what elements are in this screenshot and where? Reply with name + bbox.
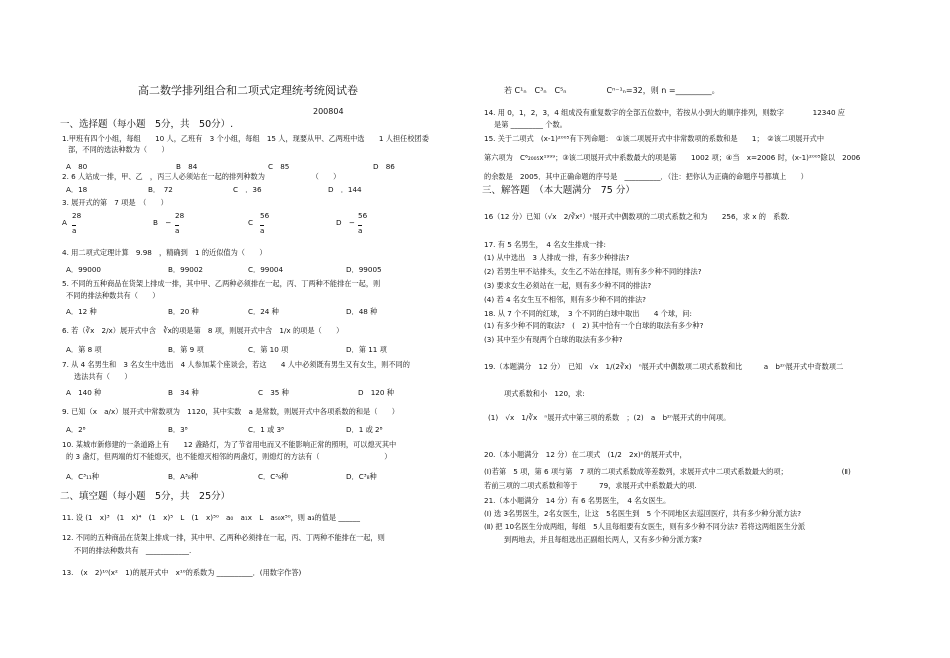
q3-c-denominator: a: [260, 226, 265, 235]
q9-option-a: A．2⁸: [66, 425, 86, 434]
question-5: 5. 不同的五种商品在货架上排成一排，其中甲、乙两种必须排在一起，丙、丁两种不能排在一起，则: [62, 279, 381, 288]
question-7-tail: 选法共有（ ）: [74, 372, 132, 381]
question-5-tail: 不同的排法种数共有（ ）: [66, 291, 160, 300]
section-3-heading: 三、解答题 （本大题满分 75 分）: [482, 185, 635, 196]
question-18: 18. 从 7 个不同的红球， 3 个不同的白球中取出 4 个球，问:: [484, 309, 692, 318]
question-1: 1.甲班有四个小组，每组 10 人，乙班有 3 个小组，每组 15 人，现要从甲、乙两班中选 1 人担任校团委: [62, 134, 429, 143]
q9-option-d: D．1 或 2⁸: [346, 425, 383, 434]
question-12-tail: 不同的排法种数共有 ____________.: [74, 546, 192, 555]
question-14-tail: 是第 _________ 个数。: [494, 120, 567, 129]
question-6: 6. 若（∛x 2/x）展开式中含 ∛x的项是第 8 项，则展开式中含 1/x 的项是（ ）: [62, 326, 344, 335]
question-15-line2: 第六项为 C⁶₂₀₀₅x¹⁹⁹⁹；③该二项展开式中系数最大的项是第 1002 项；④当 x=2006 时，(x-1)²⁰⁰⁵除以 2006: [484, 153, 861, 162]
q3-d-numerator: 56: [358, 211, 368, 220]
question-1-tail: 部，不同的选法种数为（ ）: [68, 145, 169, 154]
question-15: 15. 关于二项式 (x-1)²⁰⁰⁵有下列命题： ①该二项展开式中非常数项的系数和是 1； ②该二项展开式中: [484, 134, 825, 143]
q10-option-a: A．C³₁₁种: [66, 472, 99, 481]
question-10-tail: 的 3 盏灯，但两端的灯不能熄灭，也不能熄灭相邻的两盏灯，则熄灯的方法有（ ）: [66, 452, 392, 461]
question-19-parts: (1) √x 1/∛x ⁿ展开式中第三项的系数 ；(2) a b²ⁿ展开式的中间项。: [488, 413, 731, 422]
q7-option-c: C 35 种: [258, 388, 289, 397]
question-19-tail: 项式系数和小 120，求:: [504, 389, 585, 398]
q1-option-b: B 84: [176, 162, 198, 171]
q17-part-2: (2) 若男生甲不站排头，女生乙不站在排尾，则有多少种不同的排法?: [484, 267, 702, 276]
q4-option-a: A．99000: [66, 265, 101, 274]
q5-option-d: D．48 种: [346, 307, 378, 316]
q20-part-1: (Ⅰ)若第 5 项，第 6 项与第 7 项的二项式系数成等差数列，求展开式中二项式系数最大的项； (Ⅱ): [484, 467, 851, 476]
question-19: 19.（本题满分 12 分） 已知 √x 1/(2∛x) ⁿ展开式中偶数项二项式系数和比 a b²ⁿ展开式中奇数项二: [484, 362, 844, 371]
q21-part-1: (Ⅰ) 选 3名男医生，2名女医生，让这 5名医生到 5 个不同地区去巡回医疗，共有多少种分派方法?: [484, 509, 802, 518]
q18-part-3: (3) 其中至少有现两个白球的取法有多少种?: [484, 335, 623, 344]
q2-option-a: A．18: [66, 185, 88, 194]
q3-option-a: A: [62, 218, 67, 227]
q10-option-c: C．C³₉种: [258, 472, 289, 481]
question-12: 12. 不同的五种商品在货架上排成一排，其中甲、乙两种必须排在一起，丙、丁两种不能排在一起，则: [62, 533, 385, 542]
question-9: 9. 已知（x a/x）展开式中常数项为 1120，其中实数 a 是常数，则展开式中各项系数的和是（ ）: [62, 407, 399, 416]
q6-option-a: A．第 8 项: [66, 345, 102, 354]
q3-option-d: D −: [336, 218, 355, 227]
q3-option-b: B −: [153, 218, 172, 227]
question-15-line3: 的余数是 2005．其中正确命题的序号是 __________．（注：把你认为正确的命题序号都填上 ）: [484, 172, 808, 181]
q6-option-c: C．第 10 项: [248, 345, 289, 354]
q7-option-a: A 140 种: [66, 388, 102, 397]
question-3: 3. 展开式的第 7 项是 （ ）: [62, 198, 168, 207]
q4-option-b: B．99002: [168, 265, 203, 274]
question-4: 4. 用二项式定理计算 9.98 ，精确到 1 的近似值为（ ）: [62, 248, 267, 257]
q2-option-d: D ．144: [328, 185, 362, 194]
question-10: 10. 某城市新修建的一条道路上有 12 盏路灯，为了节省用电而又不能影响正常的照明，可以熄灭其中: [62, 440, 397, 449]
q3-d-denominator: a: [358, 226, 363, 235]
exam-title: 高二数学排列组合和二项式定理统考统阅试卷: [138, 84, 358, 97]
q2-option-b: B． 72: [148, 185, 173, 194]
q9-option-c: C．1 或 3⁸: [248, 425, 284, 434]
question-21: 21.（本小题满分 14 分）有 6 名男医生， 4 名女医生。: [484, 496, 671, 505]
q3-c-numerator: 56: [260, 211, 270, 220]
q17-part-3: (3) 要求女生必须站在一起，则有多少种不同的排法?: [484, 281, 652, 290]
section-2-heading: 二、填空题（每小题 5分，共 25分）: [60, 491, 231, 502]
question-7: 7. 从 4 名男生和 3 名女生中选出 4 人参加某个座谈会，若这 4 人中必须既有男生又有女生，则不同的: [62, 360, 410, 369]
q5-option-b: B．20 种: [168, 307, 199, 316]
q18-part-1-2: (1) 有多少种不同的取法? ( 2) 其中恰有一个白球的取法有多少种?: [484, 321, 704, 330]
q17-part-1: (1) 从中选出 3 人排成一排，有多少种排法?: [484, 253, 630, 262]
q3-b-denominator: a: [175, 226, 180, 235]
q4-option-c: C．99004: [248, 265, 284, 274]
q6-option-d: D．第 11 项: [346, 345, 387, 354]
q10-option-d: D．C³₈种: [346, 472, 377, 481]
q2-option-c: C ．36: [233, 185, 262, 194]
section-1-heading: 一、选择题（每小题 5分，共 50分）.: [60, 119, 234, 130]
question-13: 13. (x 2)¹⁰(x² 1)的展开式中 x¹⁰的系数为 __________．(用数字作答): [62, 568, 302, 577]
exam-code: 200804: [313, 107, 344, 116]
q1-option-d: D 86: [373, 162, 395, 171]
question-20: 20.（本小题满分 12 分）在二项式 (1/2 2x)ⁿ的展开式中，: [484, 450, 687, 459]
q6-option-b: B．第 9 项: [168, 345, 204, 354]
question-2: 2. 6 人站成一排，甲、乙 ，丙三人必须站在一起的排列种数为 （ ）: [62, 172, 341, 181]
q21-part-2-tail: 到两地去，并且每组选出正副组长两人，又有多少种分派方案?: [504, 535, 702, 544]
question-17: 17. 有 5 名男生， 4 名女生排成一排:: [484, 240, 606, 249]
question-16: 16（12 分）已知（√x 2/∛x²）ⁿ展开式中偶数项的二项式系数之和为 256，求 x 的 系数.: [484, 212, 790, 221]
question-14: 14. 用 0，1，2，3，4 组成没有重复数字的全部五位数中，若按从小到大的顺序排列，则数字 12340 应: [484, 108, 845, 117]
q3-a-denominator: a: [72, 226, 77, 235]
q20-part-2: 若前三项的二项式系数和等于 79，求展开式中系数最大的项.: [484, 481, 697, 490]
q7-option-b: B 34 种: [168, 388, 199, 397]
q3-b-numerator: 28: [175, 211, 185, 220]
q1-option-a: A 80: [66, 162, 88, 171]
q10-option-b: B．A³₈种: [168, 472, 198, 481]
q9-option-b: B．3⁸: [168, 425, 188, 434]
q21-part-2: (Ⅱ) 把 10名医生分成两组，每组 5人且每组要有女医生，则有多少种不同分法? 若将这两组医生分派: [484, 522, 806, 531]
q1-option-c: C 85: [268, 162, 290, 171]
q7-option-d: D 120 种: [358, 388, 394, 397]
q3-option-c: C: [248, 218, 254, 227]
q5-option-a: A．12 种: [66, 307, 97, 316]
q3-a-numerator: 28: [72, 211, 82, 220]
question-11: 11. 设 (1 x)³ (1 x)⁴ (1 x)⁵ L (1 x)⁵⁰ a₀ a₁x L a₅₀x⁵⁰，则 a₃的值是 ______: [62, 513, 360, 522]
binomial-top-line: 若 C¹ₙ C³ₙ C⁵ₙ Cⁿ⁻¹ₙ=32，则 n =_________。: [504, 86, 720, 95]
q5-option-c: C．24 种: [248, 307, 279, 316]
q17-part-4: (4) 若 4 名女生互不相邻，则有多少种不同的排法?: [484, 295, 646, 304]
q4-option-d: D．99005: [346, 265, 382, 274]
